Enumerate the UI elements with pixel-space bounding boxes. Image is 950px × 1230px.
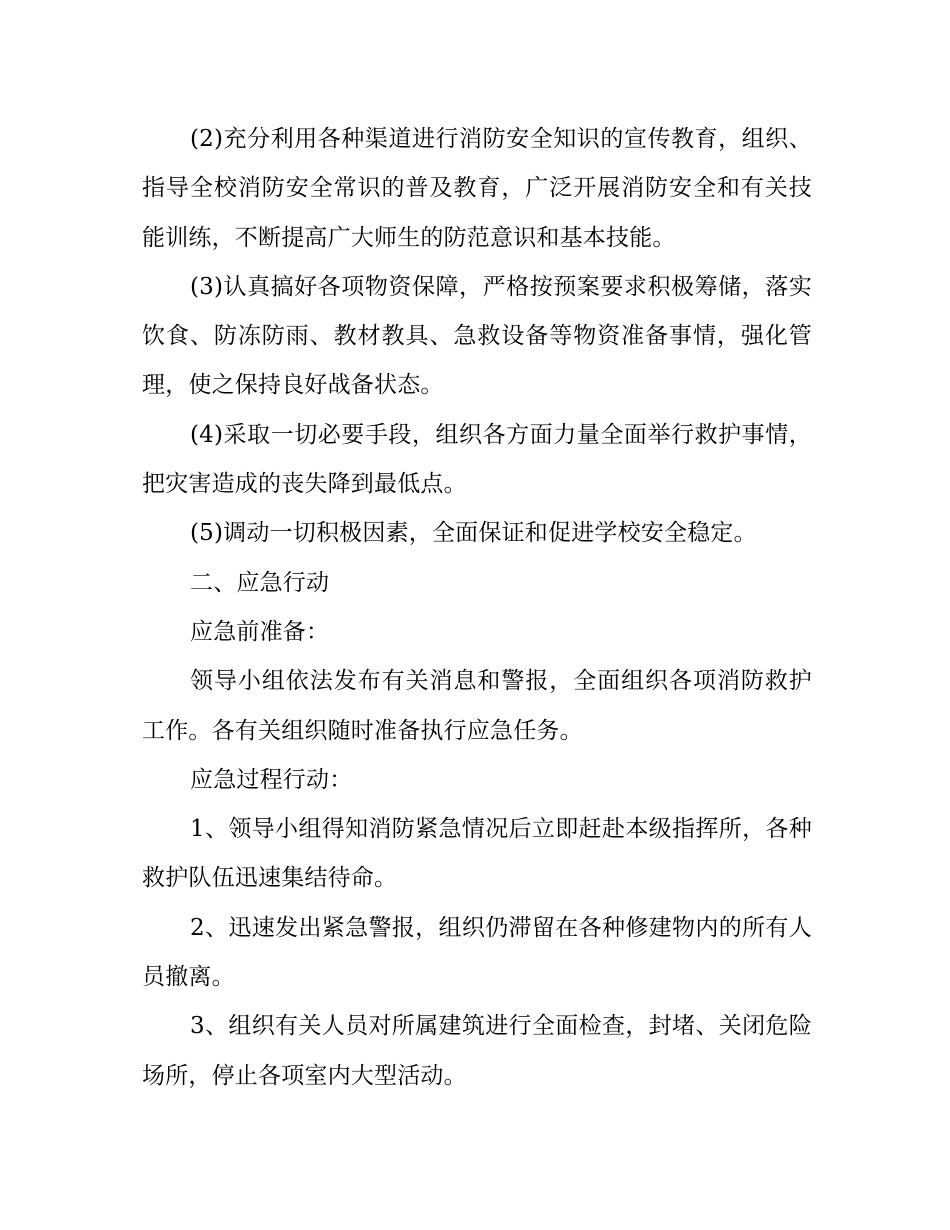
paragraph-step-3: 3、组织有关人员对所属建筑进行全面检查，封堵、关闭危险场所，停止各项室内大型活动。 [142,1013,812,1089]
paragraph-item-2: (2)充分利用各种渠道进行消防安全知识的宣传教育，组织、指导全校消防安全常识的普及教育，广泛开展消防安全和有关技能训练，不断提高广大师生的防范意识和基本技能。 [142,126,812,251]
subheading-emergency-process-action: 应急过程行动： [190,766,353,793]
paragraph-step-1: 1、领导小组得知消防紧急情况后立即赶赴本级指挥所，各种救护队伍迅速集结待命。 [142,816,812,892]
paragraph-item-5: (5)调动一切积极因素，全面保证和促进学校安全稳定。 [190,520,757,547]
paragraph-item-4: (4)采取一切必要手段，组织各方面力量全面举行救护事情，把灾害造成的丧失降到最低点。 [142,421,812,498]
document-body [142,115,812,1101]
paragraph-item-3: (3)认真搞好各项物资保障，严格按预案要求积极筹储，落实饮食、防冻防雨、教材教具、急救设备等物资准备事情，强化管理，使之保持良好战备状态。 [142,273,812,399]
paragraph-step-2: 2、迅速发出紧急警报，组织仍滞留在各种修建物内的所有人员撤离。 [142,914,812,991]
subheading-pre-emergency-preparation: 应急前准备： [190,618,330,645]
paragraph-leadership-group: 领导小组依法发布有关消息和警报，全面组织各项消防救护工作。各有关组织随时准备执行应急任务。 [142,668,812,744]
section-heading-emergency-action: 二、应急行动 [190,569,330,596]
